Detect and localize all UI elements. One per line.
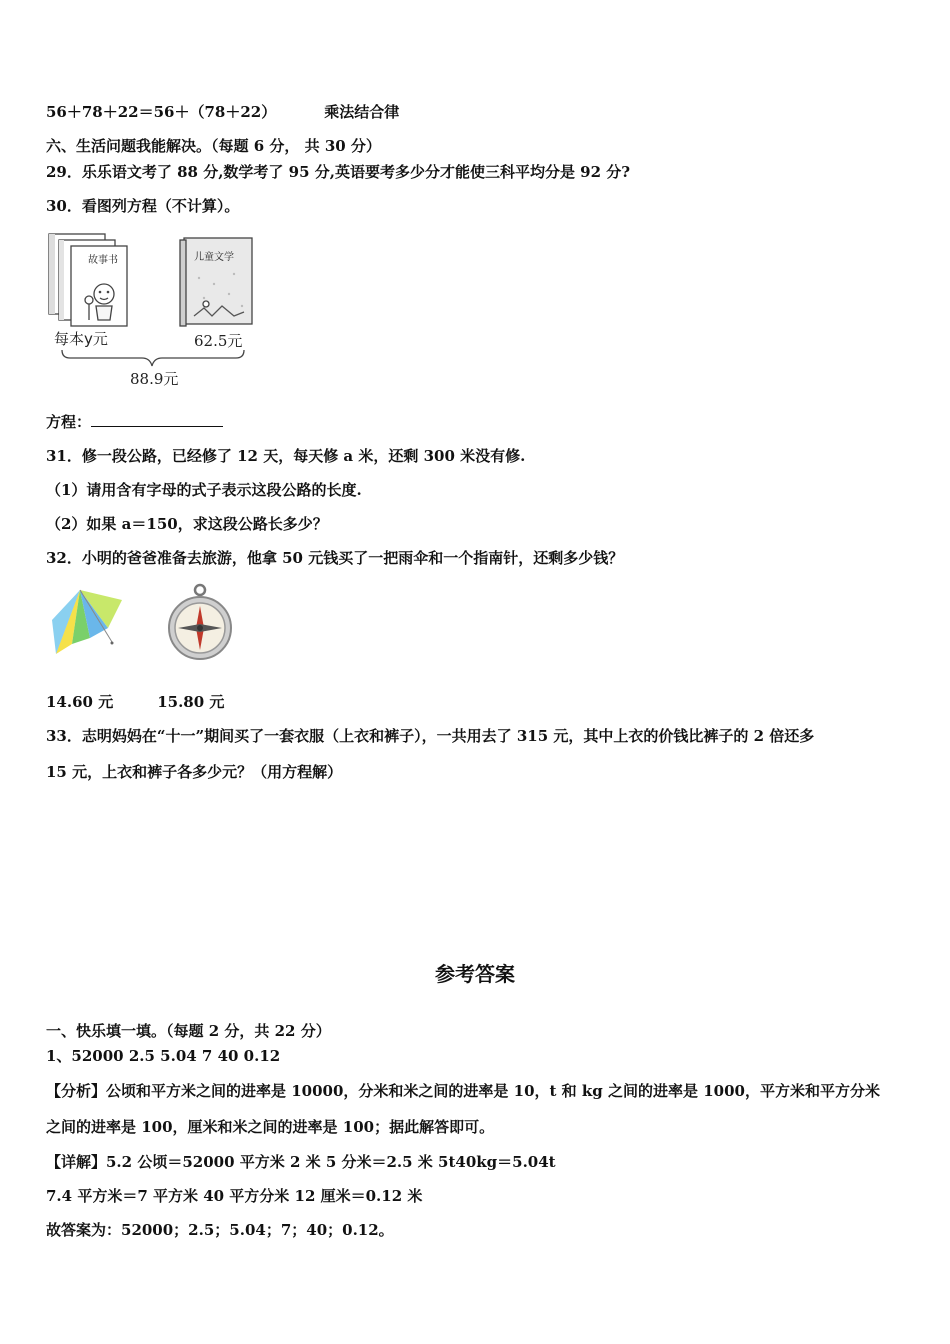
law-name: 乘法结合律 bbox=[324, 103, 400, 121]
each-book-price-label: 每本y元 bbox=[54, 330, 108, 348]
equation-line bbox=[46, 412, 223, 432]
detail-line-1: 【详解】5.2 公顷＝52000 平方米 2 米 5 分米＝2.5 米 5t40kg＝5.04t bbox=[46, 1153, 556, 1171]
question-31-part-2: （2）如果 a＝150，求这段公路长多少？ bbox=[46, 515, 328, 533]
analysis-line-1: 【分析】公顷和平方米之间的进率是 10000，分米和米之间的进率是 10，t 和 kg 之间的进率是 1000，平方米和平方分米 bbox=[46, 1082, 880, 1100]
books-figure bbox=[44, 228, 264, 392]
single-book-title: 儿童文学 bbox=[194, 252, 234, 263]
compass-icon bbox=[166, 582, 234, 664]
single-book-price-label: 62.5元 bbox=[194, 332, 243, 350]
question-33-line-2: 15 元，上衣和裤子各多少元？（用方程解） bbox=[46, 763, 343, 781]
compass-price: 15.80 元 bbox=[157, 693, 225, 711]
answer-conclusion: 故答案为：52000；2.5；5.04；7；40；0.12。 bbox=[46, 1221, 394, 1239]
answers-title: 参考答案 bbox=[435, 962, 515, 986]
story-book-title: 故事书 bbox=[88, 255, 118, 266]
equation-blank[interactable] bbox=[91, 412, 223, 427]
question-30: 30．看图列方程（不计算）。 bbox=[46, 197, 240, 215]
umbrella-icon bbox=[50, 584, 124, 662]
prices-line bbox=[46, 692, 224, 712]
total-brace bbox=[62, 350, 244, 366]
question-32: 32．小明的爸爸准备去旅游，他拿 50 元钱买了一把雨伞和一个指南针，还剩多少钱？ bbox=[46, 549, 624, 567]
law-expression: 56＋78＋22＝56＋（78＋22） bbox=[46, 103, 277, 121]
answer-1: 1、52000 2.5 5.04 7 40 0.12 bbox=[46, 1047, 281, 1065]
answers-section-1: 一、快乐填一填。（每题 2 分，共 22 分） bbox=[46, 1022, 331, 1040]
analysis-line-2: 之间的进率是 100，厘米和米之间的进率是 100；据此解答即可。 bbox=[46, 1118, 495, 1136]
question-31: 31．修一段公路，已经修了 12 天，每天修 a 米，还剩 300 米没有修. bbox=[46, 447, 526, 465]
story-books-icon bbox=[49, 234, 127, 326]
question-33-line-1: 33．志明妈妈在“十一”期间买了一套衣服（上衣和裤子），一共用去了 315 元，其中上衣的价钱比裤子的 2 倍还多 bbox=[46, 727, 815, 745]
umbrella-price: 14.60 元 bbox=[46, 693, 114, 711]
section-6-heading: 六、生活问题我能解决。（每题 6 分， 共 30 分） bbox=[46, 137, 381, 155]
equation-label: 方程： bbox=[46, 413, 92, 431]
law-line bbox=[46, 102, 399, 122]
detail-line-2: 7.4 平方米＝7 平方米 40 平方分米 12 厘米＝0.12 米 bbox=[46, 1187, 423, 1205]
question-29: 29．乐乐语文考了 88 分,数学考了 95 分,英语要考多少分才能使三科平均分是 92 分? bbox=[46, 163, 631, 181]
question-31-part-1: （1）请用含有字母的式子表示这段公路的长度. bbox=[46, 481, 362, 499]
total-price-label: 88.9元 bbox=[130, 370, 179, 388]
